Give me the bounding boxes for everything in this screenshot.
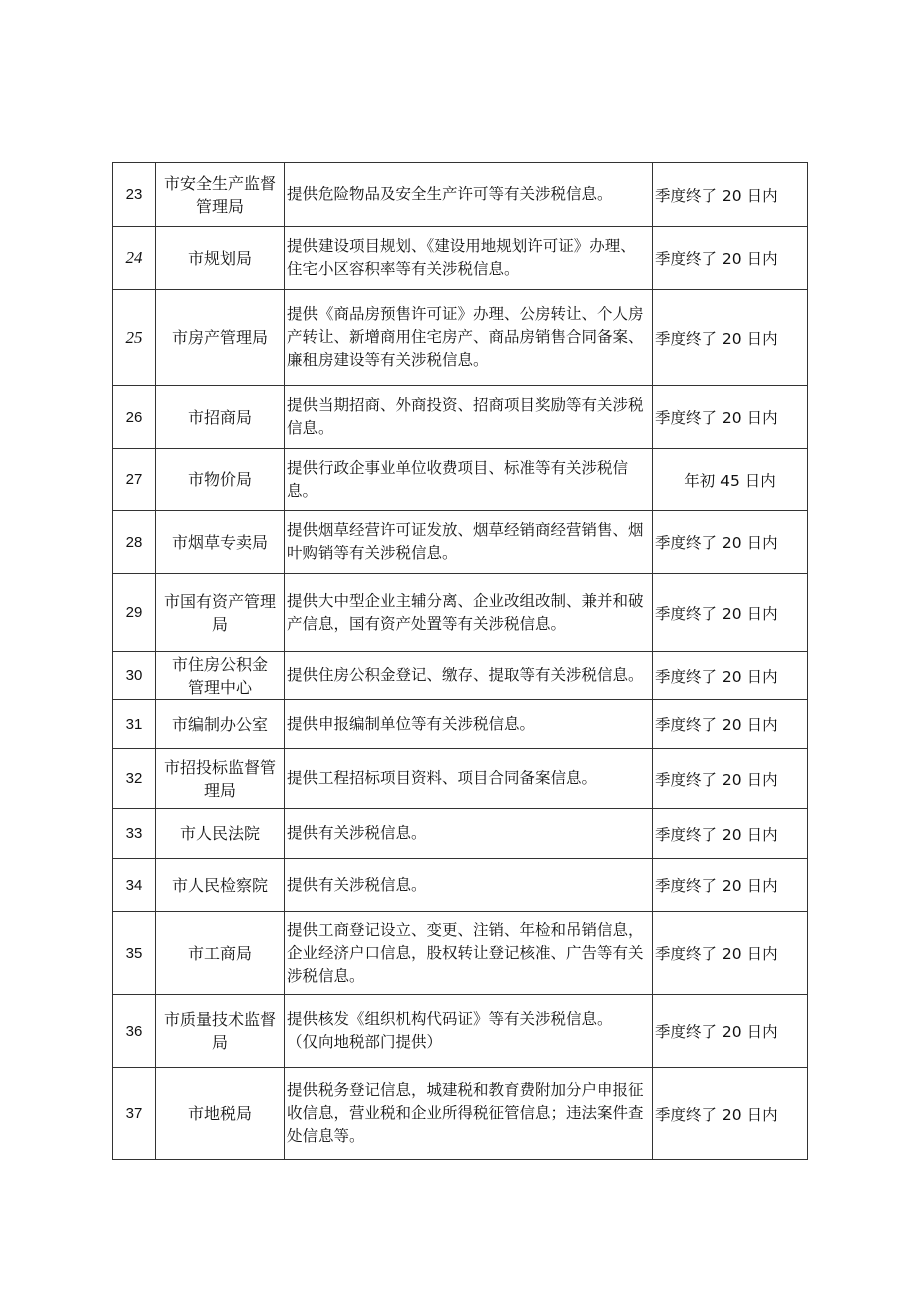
table-row: [113, 859, 808, 912]
department-cell: [156, 386, 285, 449]
content-text: 提供核发《组织机构代码证》等有关涉税信息。: [287, 1010, 613, 1028]
row-number: 32: [125, 770, 143, 787]
department-cell: [156, 574, 285, 652]
content-cell: [285, 652, 653, 700]
deadline-cell: [653, 449, 808, 511]
content-text: 提供税务登记信息，城建税和教育费附加分户申报征收信息，营业税和企业所得税征管信息；违法案件查处信息等。: [287, 1081, 644, 1145]
deadline-cell: [653, 700, 808, 749]
row-number: 35: [125, 944, 143, 962]
table-row: [113, 700, 808, 749]
content-cell: [285, 749, 653, 809]
department-name: 市招商局: [187, 407, 252, 427]
row-number-cell: [113, 809, 156, 859]
department-name: 市人民法院: [179, 824, 260, 843]
row-number-cell: [113, 163, 156, 227]
department-cell: [156, 749, 285, 809]
department-name: 市招投标监督管理局: [164, 757, 277, 800]
deadline-text: 季度终了 20 日内: [655, 716, 778, 734]
table-row: [113, 227, 808, 290]
content-text: 提供烟草经营许可证发放、烟草经销商经营销售、烟叶购销等有关涉税信息。: [287, 521, 644, 562]
content-text: 提供有关涉税信息。: [287, 875, 427, 894]
row-number: 25: [125, 327, 143, 347]
table-row: [113, 809, 808, 859]
table-row: [113, 386, 808, 449]
department-cell: [156, 290, 285, 386]
row-number: 28: [125, 533, 143, 551]
row-number-cell: [113, 227, 156, 290]
content-cell: [285, 809, 653, 859]
content-cell: [285, 700, 653, 749]
department-name: 市安全生产监督管理局: [164, 173, 277, 216]
deadline-cell: [653, 227, 808, 290]
department-cell: [156, 809, 285, 859]
deadline-text: 季度终了 20 日内: [655, 250, 778, 268]
deadline-cell: [653, 652, 808, 700]
row-number-cell: [113, 995, 156, 1068]
content-cell: [285, 386, 653, 449]
row-number: 26: [125, 408, 143, 426]
content-text: 提供工商登记设立、变更、注销、年检和吊销信息，企业经济户口信息，股权转让登记核准、广告等有关涉税信息。: [287, 920, 644, 985]
tax-info-table: [112, 162, 808, 1160]
row-number-cell: [113, 1068, 156, 1160]
table-row: [113, 912, 808, 995]
row-number: 30: [125, 667, 143, 684]
content-cell: [285, 511, 653, 574]
department-name: 市房产管理局: [171, 328, 268, 347]
content-cell: [285, 449, 653, 511]
deadline-cell: [653, 859, 808, 912]
content-cell: [285, 163, 653, 227]
deadline-text: 季度终了 20 日内: [655, 1023, 778, 1041]
deadline-text: 季度终了 20 日内: [655, 604, 778, 623]
department-cell: [156, 163, 285, 227]
content-text: 提供危险物品及安全生产许可等有关涉税信息。: [287, 185, 613, 203]
content-text: 提供《商品房预售许可证》办理、公房转让、个人房产转让、新增商用住宅房产、商品房销售合同备案、廉租房建设等有关涉税信息。: [287, 305, 644, 369]
deadline-text: 季度终了 20 日内: [655, 825, 778, 844]
content-cell: [285, 227, 653, 290]
deadline-text: 季度终了 20 日内: [655, 409, 778, 427]
deadline-text: 季度终了 20 日内: [655, 770, 778, 789]
deadline-text: 季度终了 20 日内: [655, 877, 778, 895]
content-cell: [285, 1068, 653, 1160]
content-text: 提供工程招标项目资料、项目合同备案信息。: [287, 769, 598, 787]
deadline-text: 季度终了 20 日内: [655, 186, 778, 205]
department-name: 市编制办公室: [171, 714, 268, 734]
department-cell: [156, 652, 285, 700]
row-number: 31: [125, 715, 143, 733]
content-text: 提供申报编制单位等有关涉税信息。: [287, 714, 536, 733]
table-row: [113, 749, 808, 809]
deadline-cell: [653, 809, 808, 859]
department-name: 市国有资产管理局: [164, 591, 277, 634]
row-number: 23: [125, 186, 143, 203]
department-cell: [156, 912, 285, 995]
content-cell: [285, 574, 653, 652]
department-name: 市人民检察院: [171, 875, 268, 895]
row-number: 37: [125, 1105, 143, 1122]
table-row: [113, 1068, 808, 1160]
deadline-cell: [653, 574, 808, 652]
deadline-cell: [653, 290, 808, 386]
department-cell: [156, 700, 285, 749]
deadline-cell: [653, 749, 808, 809]
row-number: 29: [125, 604, 143, 621]
table-row: [113, 995, 808, 1068]
department-name: 市物价局: [187, 470, 252, 489]
table-row: [113, 574, 808, 652]
deadline-cell: [653, 995, 808, 1068]
content-text: 提供有关涉税信息。: [287, 824, 427, 842]
row-number-cell: [113, 859, 156, 912]
deadline-text: 季度终了 20 日内: [655, 534, 778, 552]
department-cell: [156, 1068, 285, 1160]
table-row: [113, 163, 808, 227]
row-number-cell: [113, 749, 156, 809]
content-cell: [285, 290, 653, 386]
content-text: 提供当期招商、外商投资、招商项目奖励等有关涉税信息。: [287, 396, 644, 437]
content-text: 提供大中型企业主辅分离、企业改组改制、兼并和破产信息，国有资产处置等有关涉税信息。: [287, 591, 644, 633]
deadline-text: 年初 45 日内: [684, 471, 776, 490]
deadline-cell: [653, 163, 808, 227]
table-body: [113, 163, 808, 1160]
row-number: 33: [125, 825, 143, 842]
department-name: 市地税局: [187, 1104, 252, 1123]
table-row: [113, 652, 808, 700]
row-number-cell: [113, 652, 156, 700]
deadline-cell: [653, 912, 808, 995]
table-row: [113, 290, 808, 386]
row-number: 27: [125, 471, 143, 488]
department-cell: [156, 511, 285, 574]
department-name: 市规划局: [187, 248, 252, 268]
row-number-cell: [113, 700, 156, 749]
department-name: 市烟草专卖局: [171, 532, 268, 552]
row-number-cell: [113, 449, 156, 511]
row-number-cell: [113, 574, 156, 652]
department-cell: [156, 449, 285, 511]
department-name: 市工商局: [187, 943, 252, 963]
content-cell: [285, 859, 653, 912]
deadline-cell: [653, 511, 808, 574]
department-cell: [156, 859, 285, 912]
row-number-cell: [113, 386, 156, 449]
content-text: 提供行政企事业单位收费项目、标准等有关涉税信息。: [287, 458, 629, 500]
content-note: （仅向地税部门提供）: [287, 1033, 443, 1051]
content-cell: [285, 912, 653, 995]
deadline-cell: [653, 1068, 808, 1160]
deadline-text: 季度终了 20 日内: [655, 329, 778, 348]
deadline-text: 季度终了 20 日内: [655, 1105, 778, 1124]
table-row: [113, 449, 808, 511]
row-number: 36: [125, 1022, 143, 1040]
content-text: 提供住房公积金登记、缴存、提取等有关涉税信息。: [287, 666, 644, 684]
department-name: 市住房公积金管理中心: [172, 654, 269, 697]
deadline-text: 季度终了 20 日内: [655, 945, 778, 963]
row-number-cell: [113, 511, 156, 574]
row-number: 24: [125, 248, 143, 267]
row-number-cell: [113, 912, 156, 995]
deadline-text: 季度终了 20 日内: [655, 667, 778, 686]
row-number: 34: [125, 876, 143, 894]
department-name: 市质量技术监督局: [164, 1010, 277, 1052]
row-number-cell: [113, 290, 156, 386]
deadline-cell: [653, 386, 808, 449]
content-text: 提供建设项目规划、《建设用地规划许可证》办理、住宅小区容积率等有关涉税信息。: [287, 237, 636, 278]
department-cell: [156, 995, 285, 1068]
content-cell: [285, 995, 653, 1068]
table-row: [113, 511, 808, 574]
department-cell: [156, 227, 285, 290]
